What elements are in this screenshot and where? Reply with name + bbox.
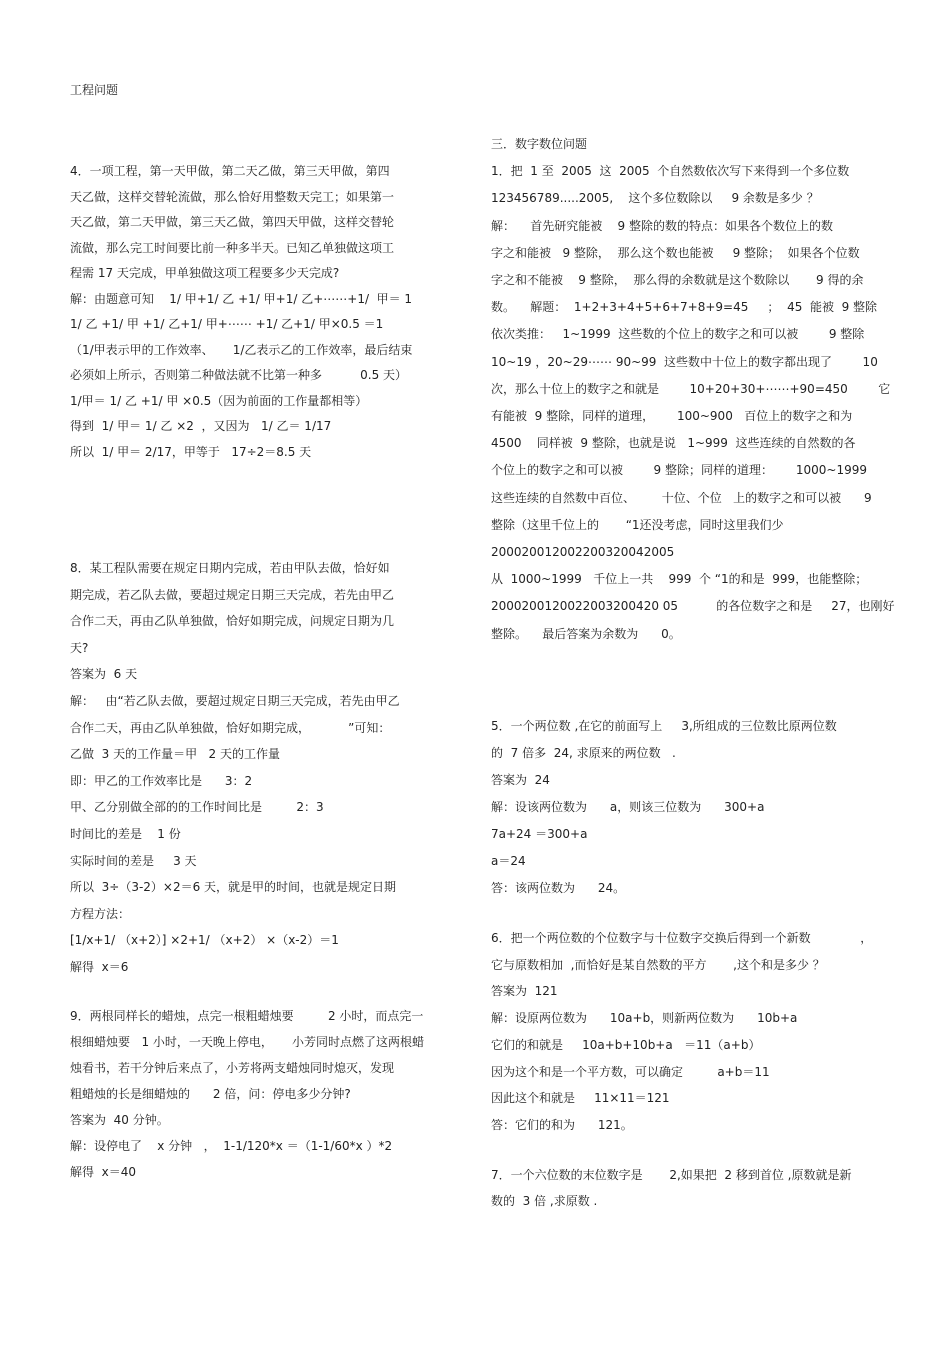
text-line: 所以 3÷（3-2）×2＝6 天，就是甲的时间，也就是规定日期 (70, 880, 397, 895)
page-header: 工程问题 (70, 83, 119, 97)
text-line: 答案为 6 天 (70, 667, 138, 682)
text-line: 10~19 ，20~29⋯⋯ 90~99 这些数中十位上的数字都出现了 10 (491, 354, 878, 369)
text-line: 解：设停电了 x 分钟 ， 1-1/120*x ＝（1-1/60*x ）*2 (70, 1139, 393, 1153)
text-line: 答：该两位数为 24。 (491, 881, 626, 895)
text-line: 6．把一个两位数的个位数字与十位数字交换后得到一个新数 ， (491, 931, 873, 945)
text-line: 答案为 121 (491, 984, 558, 999)
text-line: 4500 同样被 9 整除，也就是说 1~999 这些连续的自然数的各 (491, 436, 856, 451)
text-line: 所以 1/ 甲＝ 2/17，甲等于 17÷2＝8.5 天 (70, 444, 312, 459)
text-line: 得到 1/ 甲＝ 1/ 乙 ×2 ，又因为 1/ 乙＝ 1/17 (70, 419, 332, 433)
text-line: 答案为 24 (491, 773, 550, 787)
text-line: 它与原数相加 ,而恰好是某自然数的平方 ,这个和是多少 ？ (491, 957, 825, 972)
text-line: 9．两根同样长的蜡烛，点完一根粗蜡烛要 2 小时，而点完一 (70, 1009, 424, 1023)
text-line: 4．一项工程，第一天甲做，第二天乙做，第三天甲做，第四 (70, 164, 390, 178)
text-line: 解得 x＝40 (70, 1165, 137, 1179)
text-line: 三．数字数位问题 (491, 137, 588, 151)
text-line: 数的 3 倍 ,求原数 . (491, 1194, 598, 1208)
text-line: 根细蜡烛要 1 小时，一天晚上停电， 小芳同时点燃了这两根蜡 (70, 1035, 424, 1049)
text-line: [1/x+1/ （x+2）] ×2+1/ （x+2） ×（x-2）＝1 (70, 933, 339, 948)
text-line: 解：设该两位数为 a，则该三位数为 300+a (491, 800, 765, 814)
text-line: 7．一个六位数的末位数字是 2,如果把 2 移到首位 ,原数就是新 (491, 1168, 852, 1182)
text-line: 粗蜡烛的长是细蜡烛的 2 倍，问：停电多少分钟? (70, 1087, 351, 1101)
text-line: 2000200120022003200420 05 的各位数字之和是 27，也刚好 (491, 599, 895, 614)
text-line: 天乙做，第二天甲做，第三天乙做，第四天甲做，这样交替轮 (70, 215, 395, 229)
text-line: 解：由题意可知 1/ 甲+1/ 乙 +1/ 甲+1/ 乙+⋯⋯+1/ 甲＝ 1 (70, 291, 413, 306)
text-line: 解得 x＝6 (70, 960, 129, 974)
text-line: 1/甲＝ 1/ 乙 +1/ 甲 ×0.5（因为前面的工作量都相等） (70, 393, 368, 408)
text-line: 解： 首先研究能被 9 整除的数的特点：如果各个数位上的数 (491, 218, 833, 233)
text-line: 期完成，若乙队去做，要超过规定日期三天完成，若先由甲乙 (70, 587, 395, 602)
text-line: 因此这个和就是 11×11＝121 (491, 1091, 670, 1106)
text-line: 流做，那么完工时间要比前一种多半天。已知乙单独做这项工 (70, 240, 395, 255)
text-line: 解： 由“若乙队去做，要超过规定日期三天完成，若先由甲乙 (70, 694, 400, 708)
text-line: 甲、乙分别做全部的的工作时间比是 2：3 (70, 800, 324, 815)
text-line: 200020012002200320042005 (491, 545, 675, 559)
text-line: 5．一个两位数 ,在它的前面写上 3,所组成的三位数比原两位数 (491, 719, 837, 733)
text-line: 数。 解题： 1+2+3+4+5+6+7+8+9=45 ； 45 能被 9 整除 (491, 300, 878, 315)
text-line: 即：甲乙的工作效率比是 3：2 (70, 773, 253, 788)
text-line: 解：设原两位数为 10a+b，则新两位数为 10b+a (491, 1011, 798, 1026)
text-line: 烛看书，若干分钟后来点了，小芳将两支蜡烛同时熄灭，发现 (70, 1061, 395, 1075)
text-line: 乙做 3 天的工作量＝甲 2 天的工作量 (70, 747, 280, 762)
text-line: 整除。 最后答案为余数为 0。 (491, 626, 681, 641)
text-line: 这些连续的自然数中百位、 十位、个位 上的数字之和可以被 9 (491, 490, 872, 505)
text-line: 8．某工程队需要在规定日期内完成，若由甲队去做，恰好如 (70, 561, 390, 575)
text-line: 1．把 1 至 2005 这 2005 个自然数依次写下来得到一个多位数 (491, 164, 850, 179)
text-line: 个位上的数字之和可以被 9 整除；同样的道理： 1000~1999 (491, 463, 867, 478)
text-line: 答案为 40 分钟。 (70, 1113, 169, 1127)
text-line: 1/ 乙 +1/ 甲 +1/ 乙+1/ 甲+⋯⋯ +1/ 乙+1/ 甲×0.5 ＝1 (70, 317, 384, 331)
text-line: 有能被 9 整除，同样的道理， 100~900 百位上的数字之和为 (491, 409, 853, 423)
text-line: 方程方法： (70, 906, 131, 921)
text-line: a＝24 (491, 854, 526, 868)
text-line: 因为这个和是一个平方数，可以确定 a+b＝11 (491, 1064, 770, 1079)
text-line: 实际时间的差是 3 天 (70, 853, 197, 868)
text-line: 时间比的差是 1 份 (70, 827, 181, 841)
text-line: 合作二天，再由乙队单独做，恰好如期完成， ”可知： (70, 720, 391, 735)
text-line: 7a+24 ＝300+a (491, 827, 588, 841)
text-line: 字之和能被 9 整除， 那么这个数也能被 9 整除； 如果各个位数 (491, 245, 860, 260)
text-line: 次，那么十位上的数字之和就是 10+20+30+⋯⋯+90=450 它 (491, 381, 891, 396)
text-line: 必须如上所示，否则第二种做法就不比第一种多 0.5 天） (70, 368, 408, 382)
text-line: 从 1000~1999 千位上一共 999 个 “1的和是 999，也能整除； (491, 572, 868, 587)
text-line: （1/甲表示甲的工作效率、 1/乙表示乙的工作效率，最后结束 (70, 342, 413, 357)
text-line: 天? (70, 640, 89, 655)
text-line: 程需 17 天完成，甲单独做这项工程要多少天完成? (70, 266, 340, 280)
text-line: 它们的和就是 10a+b+10b+a ＝11（a+b） (491, 1037, 761, 1052)
text-line: 答：它们的和为 121。 (491, 1117, 633, 1132)
text-line: 合作二天，再由乙队单独做，恰好如期完成，问规定日期为几 (70, 614, 395, 629)
text-line: 123456789.....2005, 这个多位数除以 9 余数是多少 ？ (491, 191, 819, 206)
text-line: 天乙做，这样交替轮流做，那么恰好用整数天完工；如果第一 (70, 189, 395, 204)
text-line: 整除（这里千位上的 “1还没考虑，同时这里我们少 (491, 517, 784, 532)
text-line: 字之和不能被 9 整除， 那么得的余数就是这个数除以 9 得的余 (491, 273, 864, 287)
text-line: 依次类推： 1~1999 这些数的个位上的数字之和可以被 9 整除 (491, 327, 865, 342)
text-line: 的 7 倍多 24, 求原来的两位数 . (491, 746, 676, 760)
